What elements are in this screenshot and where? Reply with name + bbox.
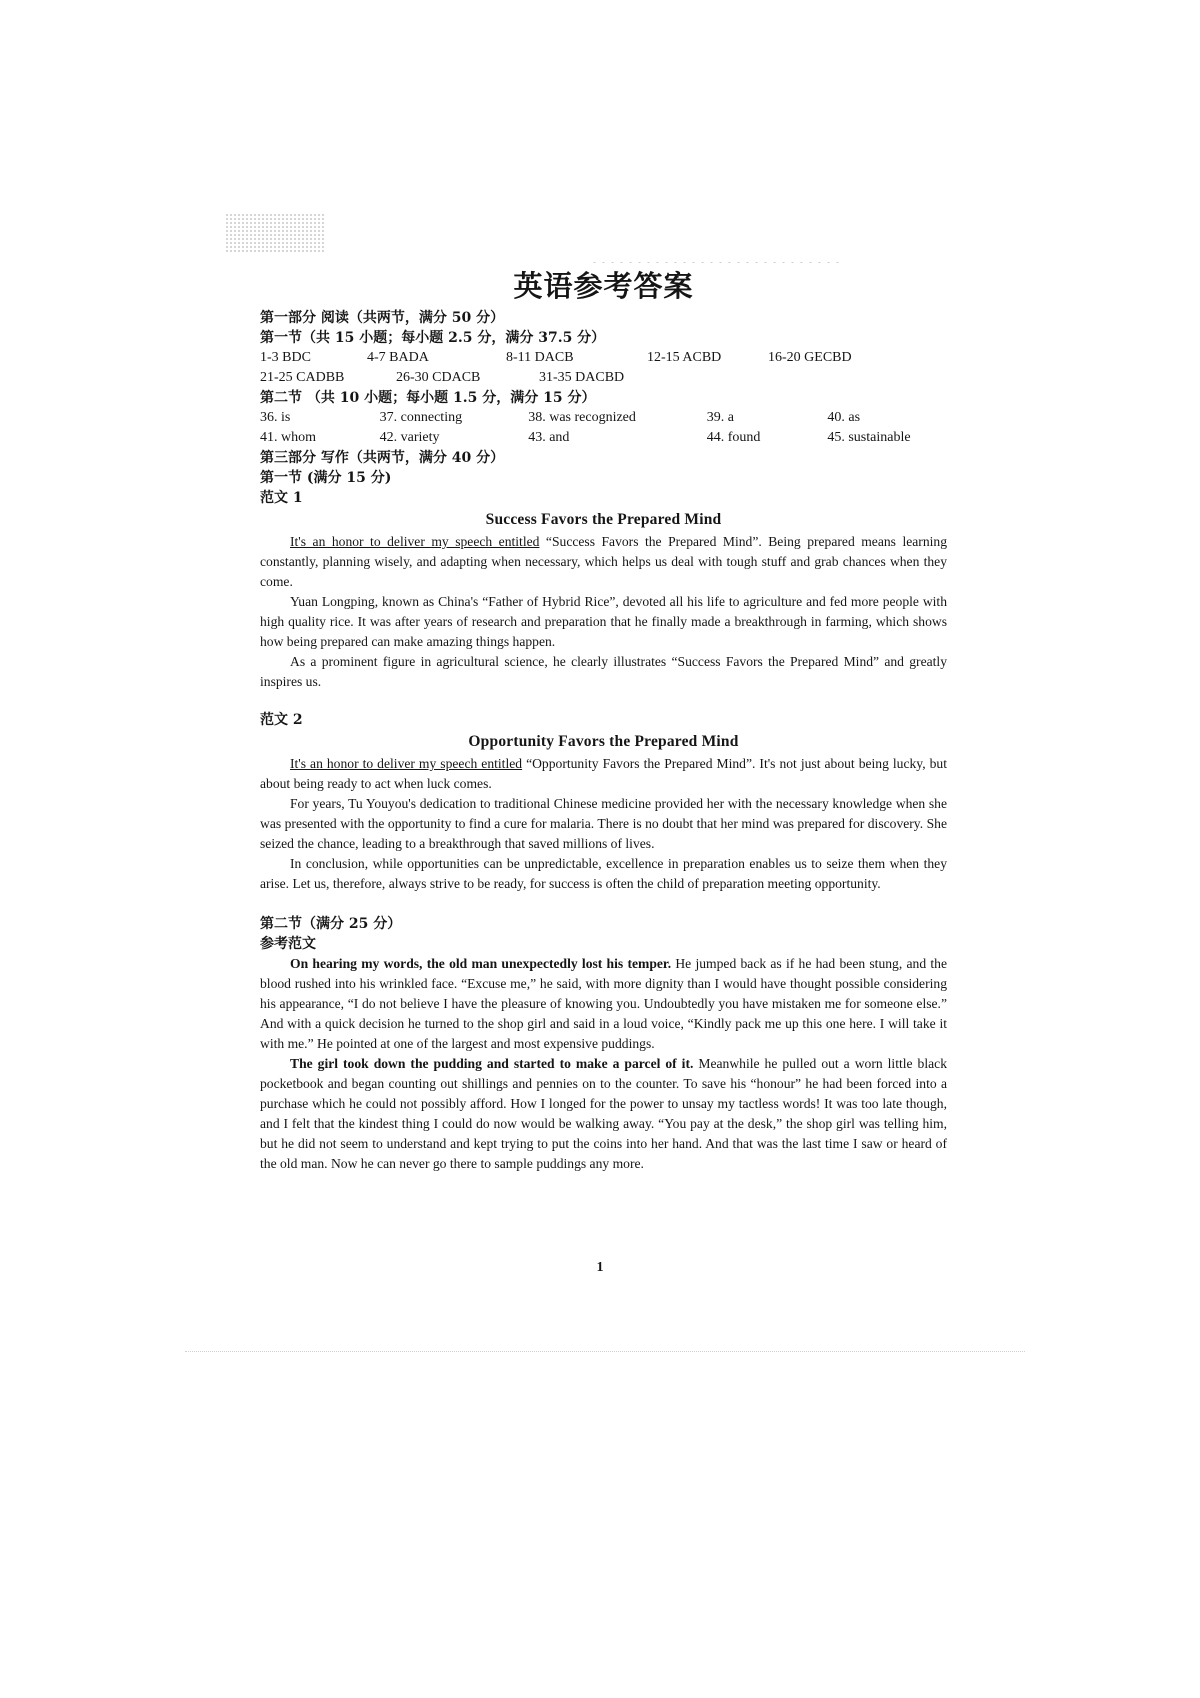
- answer-item: 37. connecting: [379, 410, 463, 425]
- answer-group: 26-30 CDACB: [396, 370, 481, 385]
- essay2-paragraph: For years, Tu Youyou's dedication to traditional Chinese medicine provided her with the necessary knowledge when she was presented with the opportunity to find a cure for malaria. There is no doubt that her mind was prepared for discovery. She seized the chance, leading to a breakthrough that saved millions of lives.: [260, 796, 947, 851]
- part1-section1-header: 第一节（共 15 小题；每小题 2.5 分，满分 37.5 分）: [260, 330, 606, 346]
- essay2-paragraph: In conclusion, while opportunities can be unpredictable, excellence in preparation enables us to seize them when they arise. Let us, therefore, always strive to be ready, for success is often the child of preparation meeting opportunity.: [260, 856, 947, 891]
- answer-item: 40. as: [827, 410, 861, 425]
- answer-key-content: [260, 268, 947, 1174]
- answer-item: 39. a: [706, 410, 734, 425]
- page-number: 1: [596, 1260, 604, 1275]
- story-paragraph: [260, 954, 947, 1054]
- story-paragraph: [260, 1054, 947, 1174]
- scan-smudge: [225, 213, 325, 253]
- answer-row: [260, 428, 947, 448]
- speech-opening: It's an honor to deliver my speech entitled: [290, 756, 523, 771]
- answer-row: [260, 348, 947, 368]
- paragraph-text: He jumped back as if he had been stung, and the blood rushed into his wrinkled face. “Excuse me,” he said, with more dignity than I would have thought possible considering his appearance, “I do not believe I have the pleasure of knowing you. Undoubtedly you have mistaken me for someone else.” And with a quick decision he turned to the shop girl and said in a loud voice, “Kindly pack me up this one here. I will take it with me.” He pointed at one of the largest and most expensive puddings.: [260, 956, 947, 1051]
- answer-item: 41. whom: [260, 430, 316, 445]
- essay1-paragraph: As a prominent figure in agricultural science, he clearly illustrates “Success Favors the Prepared Mind” and greatly inspires us.: [260, 654, 947, 689]
- part3-header: 第三部分 写作（共两节，满分 40 分）: [260, 450, 505, 466]
- sample-essay-label: 参考范文: [260, 936, 316, 952]
- answer-group: 12-15 ACBD: [647, 350, 722, 365]
- page-bottom-rule: [185, 1351, 1025, 1352]
- paragraph-text: “Success Favors the Prepared Mind”. Being prepared means learning constantly, planning wisely, and adapting when necessary, which helps us deal with tough stuff and grab chances when they come.: [260, 534, 947, 589]
- essay1-title: Success Favors the Prepared Mind: [485, 511, 722, 528]
- essay2-title: Opportunity Favors the Prepared Mind: [468, 733, 739, 750]
- answer-row: [260, 368, 947, 388]
- paragraph-text: Meanwhile he pulled out a worn little black pocketbook and began counting out shillings and pennies on to the counter. To save his “honour” he had been forced into a purchase which he could not possibly afford. How I longed for the power to unsay my tactless words! It was too late though, and I felt that the kindest thing I could do now would be walking away. “You pay at the desk,” the shop girl was telling him, but he did not seem to understand and kept trying to put the coins into her hand. And that was the last time I saw or heard of the old man. Now he can never go there to sample puddings any more.: [260, 1056, 947, 1171]
- answer-group: 31-35 DACBD: [539, 370, 625, 385]
- answer-group: 21-25 CADBB: [260, 370, 345, 385]
- part1-section2-header: 第二节 （共 10 小题；每小题 1.5 分，满分 15 分）: [260, 390, 596, 406]
- essay2-label: 范文 2: [260, 712, 303, 728]
- answer-item: 36. is: [260, 410, 291, 425]
- scan-faint-marks: [590, 260, 840, 266]
- answer-group: 4-7 BADA: [367, 350, 429, 365]
- part3-section2-header: 第二节（满分 25 分）: [260, 916, 402, 932]
- paragraph-text: “Opportunity Favors the Prepared Mind”. It's not just about being lucky, but about being ready to act when luck comes.: [260, 756, 947, 791]
- answer-item: 45. sustainable: [827, 430, 911, 445]
- given-opening-sentence: On hearing my words, the old man unexpectedly lost his temper.: [290, 956, 672, 971]
- part3-section1-header: 第一节 (满分 15 分): [260, 470, 392, 486]
- page-title: 英语参考答案: [513, 269, 694, 303]
- essay2-paragraph: [260, 754, 947, 794]
- answer-row: [260, 408, 947, 428]
- given-opening-sentence: The girl took down the pudding and started to make a parcel of it.: [290, 1056, 694, 1071]
- speech-opening: It's an honor to deliver my speech entitled: [290, 534, 540, 549]
- answer-group: 1-3 BDC: [260, 350, 311, 365]
- answer-item: 43. and: [528, 430, 570, 445]
- essay1-paragraph: [260, 532, 947, 592]
- answer-item: 44. found: [706, 430, 761, 445]
- answer-group: 16-20 GECBD: [768, 350, 852, 365]
- answer-item: 38. was recognized: [528, 410, 636, 425]
- part1-header: 第一部分 阅读（共两节，满分 50 分）: [260, 310, 505, 326]
- answer-group: 8-11 DACB: [506, 350, 574, 365]
- essay1-paragraph: Yuan Longping, known as China's “Father of Hybrid Rice”, devoted all his life to agriculture and fed more people with high quality rice. It was after years of research and preparation that he finally made a breakthrough in farming, which shows how being prepared can make amazing things happen.: [260, 594, 947, 649]
- essay1-label: 范文 1: [260, 490, 303, 506]
- answer-item: 42. variety: [379, 430, 440, 445]
